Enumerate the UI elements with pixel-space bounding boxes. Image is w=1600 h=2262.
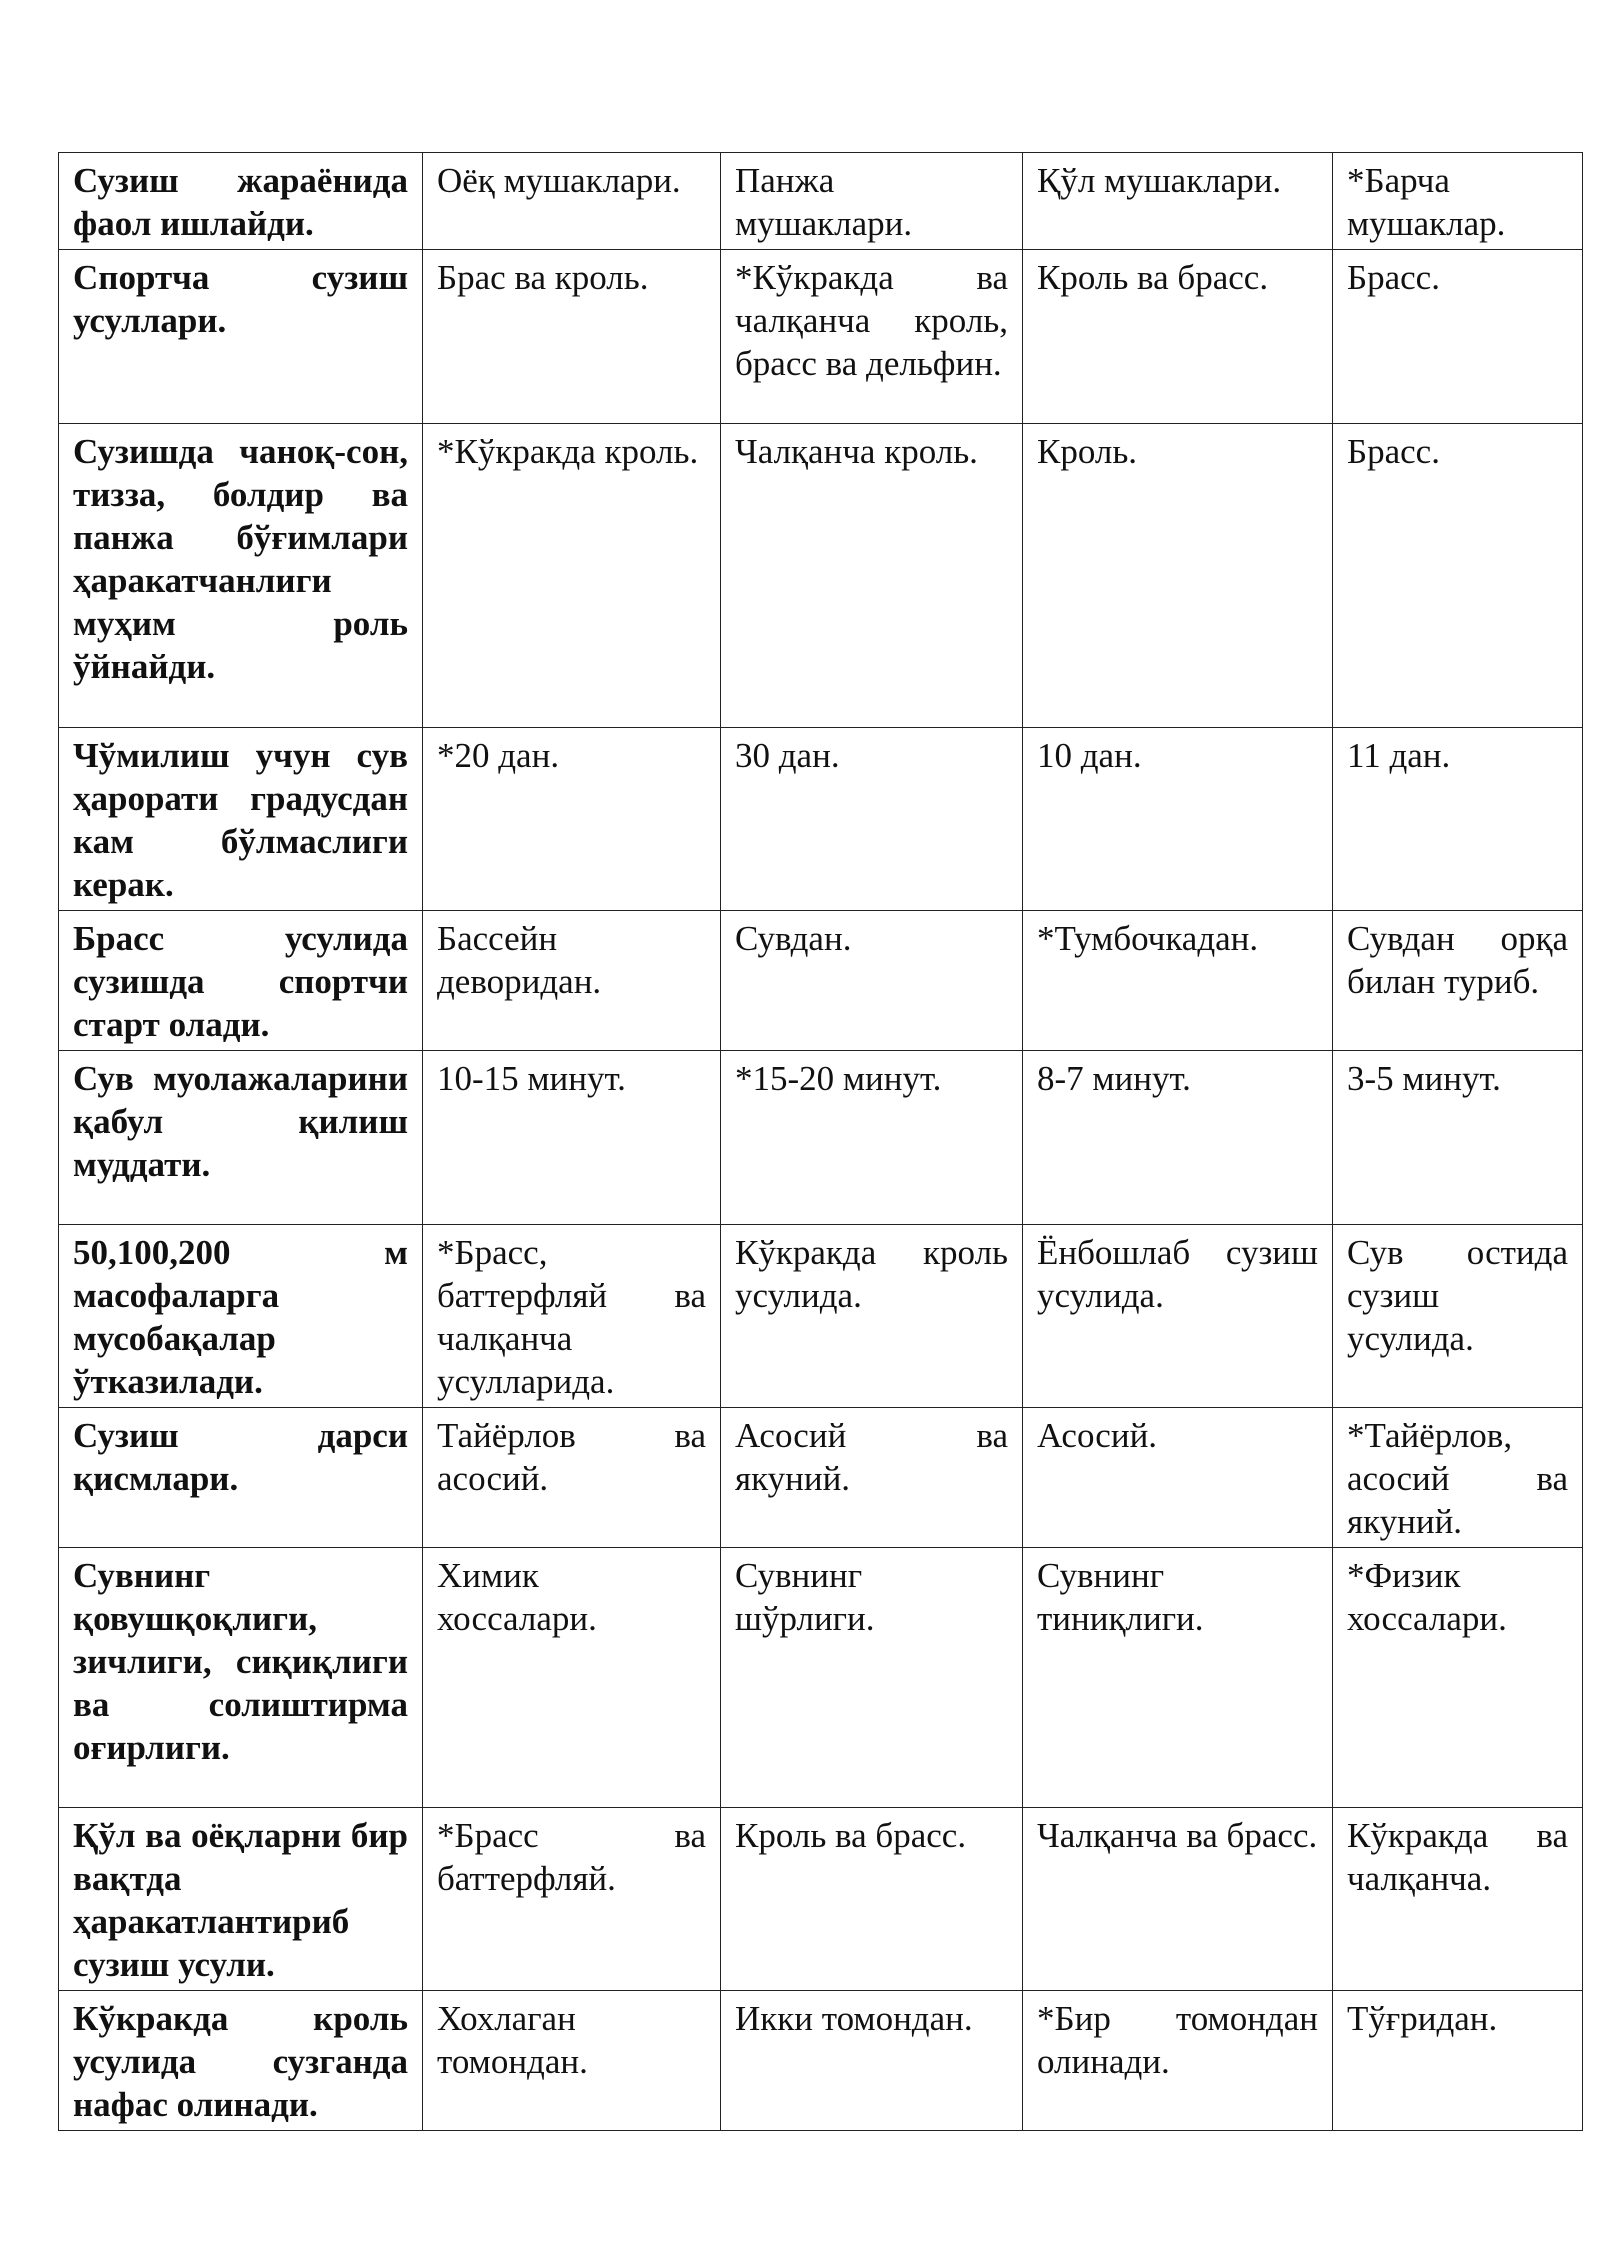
option-cell: 3-5 минут. xyxy=(1333,1051,1583,1225)
table-row xyxy=(59,424,1583,728)
option-cell: Асосий ва якуний. xyxy=(721,1408,1023,1548)
option-cell: 30 дан. xyxy=(721,728,1023,911)
option-cell: Икки томондан. xyxy=(721,1991,1023,2131)
table-row xyxy=(59,153,1583,250)
option-cell: 10-15 минут. xyxy=(423,1051,721,1225)
table-row xyxy=(59,1808,1583,1991)
option-cell: Кўкракда ва чалқанча. xyxy=(1333,1808,1583,1991)
question-cell: Чўмилиш учун сув ҳарорати градусдан кам бўлмаслиги керак. xyxy=(59,728,423,911)
option-cell: Кўкракда кроль усулида. xyxy=(721,1225,1023,1408)
option-cell: Сувнинг тиниқлиги. xyxy=(1023,1548,1333,1808)
option-cell: Қўл мушаклари. xyxy=(1023,153,1333,250)
question-cell: Қўл ва оёқларни бир вақтда ҳаракатлантириб сузиш усули. xyxy=(59,1808,423,1991)
option-cell: *20 дан. xyxy=(423,728,721,911)
question-cell: Спортча сузиш усуллари. xyxy=(59,250,423,424)
option-cell: *Брасс, баттерфляй ва чалқанча усулларида. xyxy=(423,1225,721,1408)
quiz-table xyxy=(58,152,1583,2131)
option-cell: Брасс. xyxy=(1333,250,1583,424)
option-cell: 11 дан. xyxy=(1333,728,1583,911)
option-cell: Брасс. xyxy=(1333,424,1583,728)
table-row xyxy=(59,1225,1583,1408)
option-cell: Тайёрлов ва асосий. xyxy=(423,1408,721,1548)
option-cell: *Тумбочкадан. xyxy=(1023,911,1333,1051)
option-cell: *Барча мушаклар. xyxy=(1333,153,1583,250)
option-cell: 8-7 минут. xyxy=(1023,1051,1333,1225)
option-cell: Панжа мушаклари. xyxy=(721,153,1023,250)
option-cell: *Физик хоссалари. xyxy=(1333,1548,1583,1808)
table-row xyxy=(59,1408,1583,1548)
table-row xyxy=(59,1051,1583,1225)
question-cell: 50,100,200 м масофаларга мусобақалар ўтказилади. xyxy=(59,1225,423,1408)
table-row xyxy=(59,728,1583,911)
option-cell: Сувдан. xyxy=(721,911,1023,1051)
option-cell: Хохлаган томондан. xyxy=(423,1991,721,2131)
option-cell: *Брасс ва баттерфляй. xyxy=(423,1808,721,1991)
option-cell: Кроль ва брасс. xyxy=(1023,250,1333,424)
option-cell: Ёнбошлаб сузиш усулида. xyxy=(1023,1225,1333,1408)
table-row xyxy=(59,911,1583,1051)
option-cell: *Бир томондан олинади. xyxy=(1023,1991,1333,2131)
option-cell: *15-20 минут. xyxy=(721,1051,1023,1225)
option-cell: Бассейн деворидан. xyxy=(423,911,721,1051)
question-cell: Брасс усулида сузишда спортчи старт олади. xyxy=(59,911,423,1051)
option-cell: Кроль. xyxy=(1023,424,1333,728)
option-cell: *Кўкракда кроль. xyxy=(423,424,721,728)
option-cell: Кроль ва брасс. xyxy=(721,1808,1023,1991)
question-cell: Сув муолажаларини қабул қилиш муддати. xyxy=(59,1051,423,1225)
option-cell: Асосий. xyxy=(1023,1408,1333,1548)
question-cell: Сузиш дарси қисмлари. xyxy=(59,1408,423,1548)
option-cell: Чалқанча ва брасс. xyxy=(1023,1808,1333,1991)
table-row xyxy=(59,1991,1583,2131)
option-cell: Брас ва кроль. xyxy=(423,250,721,424)
option-cell: Тўғридан. xyxy=(1333,1991,1583,2131)
option-cell: Чалқанча кроль. xyxy=(721,424,1023,728)
question-cell: Сузиш жараёнида фаол ишлайди. xyxy=(59,153,423,250)
option-cell: Сув остида сузиш усулида. xyxy=(1333,1225,1583,1408)
option-cell: Химик хоссалари. xyxy=(423,1548,721,1808)
table-row xyxy=(59,1548,1583,1808)
question-cell: Сувнинг қовушқоқлиги, зичлиги, сиқиқлиги ва солиштирма оғирлиги. xyxy=(59,1548,423,1808)
option-cell: Сувдан орқа билан туриб. xyxy=(1333,911,1583,1051)
option-cell: *Тайёрлов, асосий ва якуний. xyxy=(1333,1408,1583,1548)
question-cell: Сузишда чаноқ-сон, тизза, болдир ва панжа бўғимлари ҳаракатчанлиги муҳим роль ўйнайди. xyxy=(59,424,423,728)
option-cell: *Кўкракда ва чалқанча кроль, брасс ва дельфин. xyxy=(721,250,1023,424)
option-cell: 10 дан. xyxy=(1023,728,1333,911)
option-cell: Оёқ мушаклари. xyxy=(423,153,721,250)
option-cell: Сувнинг шўрлиги. xyxy=(721,1548,1023,1808)
table-row xyxy=(59,250,1583,424)
question-cell: Кўкракда кроль усулида сузганда нафас олинади. xyxy=(59,1991,423,2131)
